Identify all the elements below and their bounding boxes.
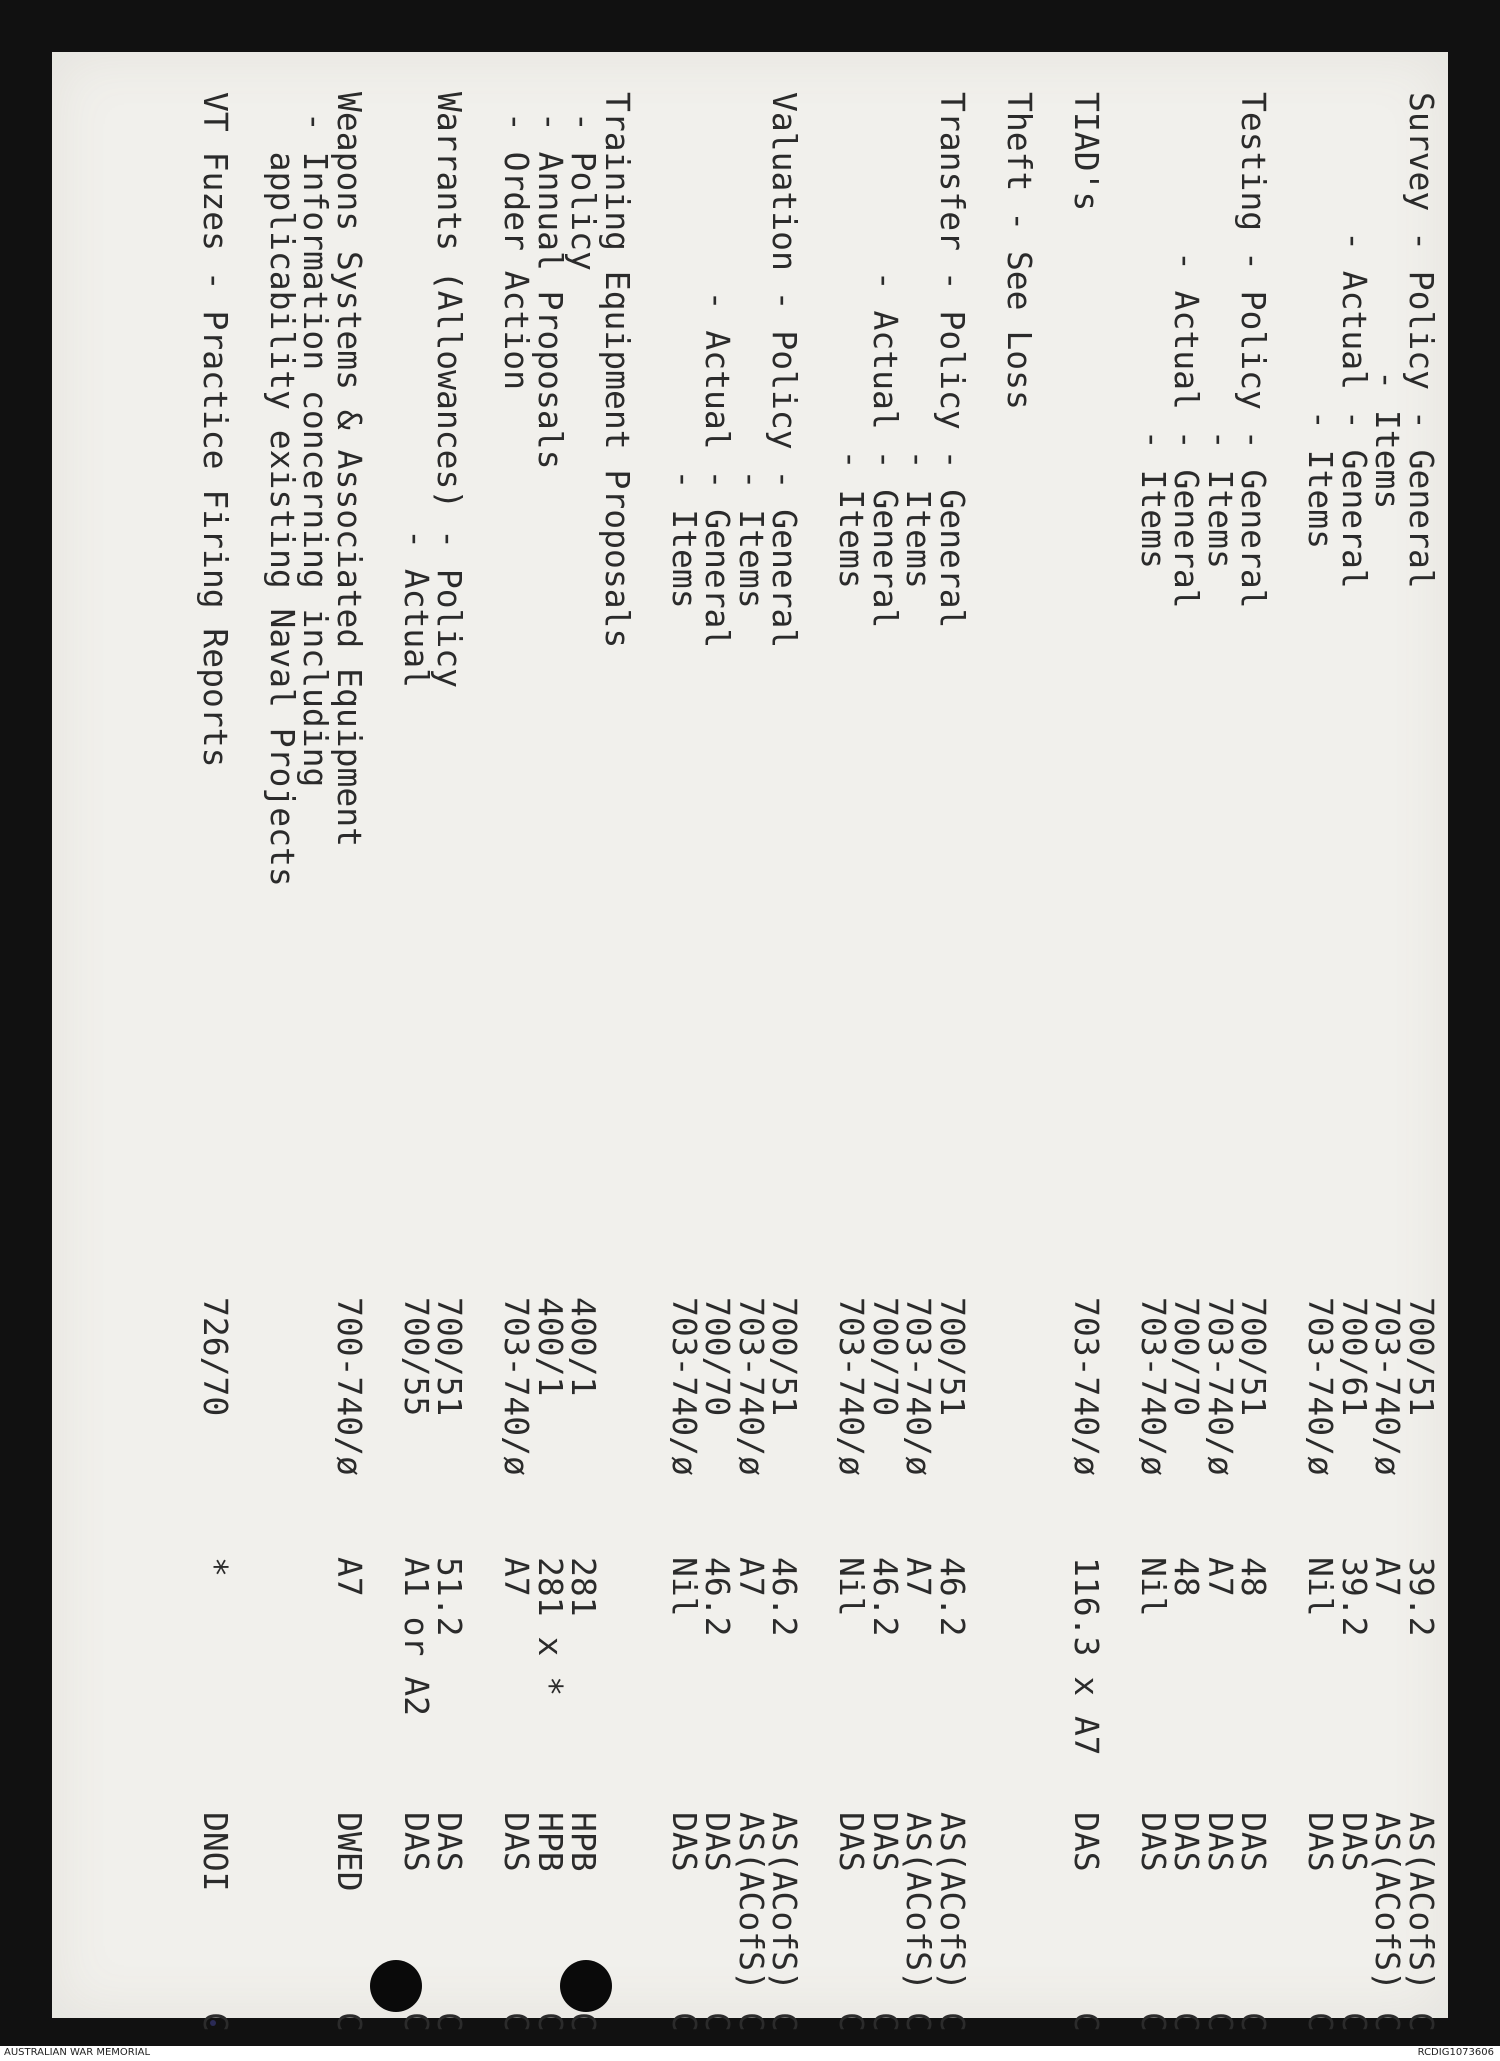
entry-reference: A7 bbox=[899, 1557, 939, 1597]
entry-subject: - Policy bbox=[564, 92, 604, 271]
entry-subject: - Items bbox=[732, 92, 771, 609]
entry-reference: A7 bbox=[497, 1557, 537, 1597]
entry-file-number: 703-740/ø bbox=[1067, 1297, 1106, 1476]
entry-file-number: 703-740/ø bbox=[1368, 1297, 1408, 1476]
entry-subject: Valuation - Policy - General bbox=[765, 92, 805, 649]
entry-file-number: 700/61 bbox=[1335, 1297, 1374, 1417]
entry-authority: DAS bbox=[698, 1812, 738, 1872]
table-row bbox=[263, 52, 301, 2052]
entry-authority: DAS bbox=[665, 1812, 704, 1872]
table-row bbox=[1268, 52, 1306, 2052]
entry-authority: DAS bbox=[1201, 1812, 1240, 1872]
entry-authority: AS(ACofS) bbox=[732, 1812, 771, 1991]
entry-file-number: 703-740/ø bbox=[665, 1297, 704, 1476]
entry-authority: DAS bbox=[1134, 1812, 1173, 1872]
entry-file-number: 700/51 bbox=[430, 1297, 470, 1417]
entry-reference: * bbox=[196, 1557, 235, 1577]
entry-subject: - Annual Proposals bbox=[531, 92, 570, 470]
table-row bbox=[565, 52, 603, 2052]
entry-authority: HPB bbox=[531, 1812, 570, 1872]
entry-classification: C bbox=[397, 2012, 436, 2032]
archive-name: AUSTRALIAN WAR MEMORIAL bbox=[4, 2047, 151, 2058]
entry-file-number: 400/1 bbox=[564, 1297, 604, 1397]
entry-file-number: 700/70 bbox=[1167, 1297, 1207, 1417]
entry-subject: Transfer - Policy - General bbox=[933, 92, 972, 629]
entry-subject: applicability existing Naval Projects bbox=[263, 92, 302, 887]
table-row bbox=[1402, 52, 1440, 2052]
entry-classification: C bbox=[1167, 2012, 1207, 2032]
entry-classification: C bbox=[698, 2012, 738, 2032]
entry-file-number: 726/70 bbox=[196, 1297, 235, 1417]
table-row bbox=[866, 52, 904, 2052]
entry-authority: AS(ACofS) bbox=[899, 1812, 939, 1991]
entry-authority: DAS bbox=[832, 1812, 872, 1872]
entry-reference: 39.2 bbox=[1402, 1557, 1441, 1637]
table-row bbox=[900, 52, 938, 2052]
table-row bbox=[1335, 52, 1373, 2052]
entry-reference: 116.3 x A7 bbox=[1067, 1557, 1106, 1756]
entry-file-number: 703-740/ø bbox=[497, 1297, 537, 1476]
entry-file-number: 703-740/ø bbox=[732, 1297, 771, 1476]
entry-file-number: 700/55 bbox=[397, 1297, 436, 1417]
table-row bbox=[1369, 52, 1407, 2052]
entry-file-number: 703-740/ø bbox=[1134, 1297, 1173, 1476]
entry-reference: A7 bbox=[1368, 1557, 1408, 1597]
table-row bbox=[230, 52, 268, 2052]
entry-classification: C bbox=[765, 2012, 805, 2032]
entry-reference: A7 bbox=[732, 1557, 771, 1597]
entry-authority: AS(ACofS) bbox=[765, 1812, 805, 1991]
entry-authority: DAS bbox=[866, 1812, 905, 1872]
entry-subject: Testing - Policy - General bbox=[1234, 92, 1274, 609]
archive-reference: RCDIG1073606 bbox=[1417, 2047, 1494, 2058]
entry-reference: 46.2 bbox=[698, 1557, 738, 1637]
entry-subject: - Items bbox=[1301, 92, 1341, 549]
entry-classification: C bbox=[430, 2012, 470, 2032]
entry-subject: - Items bbox=[899, 92, 939, 589]
entry-authority: DWED bbox=[330, 1812, 369, 1892]
entry-authority: AS(ACofS) bbox=[1402, 1812, 1441, 1991]
entry-classification: C bbox=[899, 2012, 939, 2032]
entry-reference: 51.2 bbox=[430, 1557, 470, 1637]
entry-classification: C bbox=[1368, 2012, 1408, 2032]
entry-reference: 281 x * bbox=[531, 1557, 570, 1697]
entry-subject: - Items bbox=[1368, 92, 1408, 510]
entry-reference: 39.2 bbox=[1335, 1557, 1374, 1637]
entry-authority: DAS bbox=[397, 1812, 436, 1872]
entry-subject: Weapons Systems & Associated Equipment bbox=[330, 92, 369, 847]
entry-reference: Nil bbox=[1301, 1557, 1341, 1617]
entry-reference: 281 bbox=[564, 1557, 604, 1617]
entry-classification: C bbox=[330, 2012, 369, 2032]
archive-footer bbox=[0, 2046, 1500, 2061]
entry-subject: - Items bbox=[1201, 92, 1240, 569]
table-row bbox=[632, 52, 670, 2052]
entry-classification: C bbox=[1134, 2012, 1173, 2032]
table-row bbox=[1000, 52, 1038, 2052]
entry-file-number: 400/1 bbox=[531, 1297, 570, 1397]
entry-classification: C bbox=[1402, 2012, 1441, 2032]
entry-reference: 46.2 bbox=[866, 1557, 905, 1637]
entry-reference: A7 bbox=[330, 1557, 369, 1597]
entry-authority: DAS bbox=[1234, 1812, 1274, 1872]
entry-authority: DAS bbox=[430, 1812, 470, 1872]
table-row bbox=[431, 52, 469, 2052]
entry-subject: Theft - See Loss bbox=[1000, 92, 1039, 410]
table-row bbox=[330, 52, 368, 2052]
entry-classification: C bbox=[832, 2012, 872, 2032]
entry-classification: C bbox=[1201, 2012, 1240, 2032]
entry-classification: C bbox=[933, 2012, 972, 2032]
entry-file-number: 700/51 bbox=[933, 1297, 972, 1417]
entry-file-number: 703-740/ø bbox=[1201, 1297, 1240, 1476]
table-row bbox=[699, 52, 737, 2052]
entry-authority: DAS bbox=[1167, 1812, 1207, 1872]
typed-index-table bbox=[52, 52, 1448, 2052]
entry-authority: DAS bbox=[497, 1812, 537, 1872]
table-row bbox=[464, 52, 502, 2052]
entry-reference: 46.2 bbox=[765, 1557, 805, 1637]
table-row bbox=[933, 52, 971, 2052]
entry-file-number: 700/70 bbox=[866, 1297, 905, 1417]
entry-reference: Nil bbox=[665, 1557, 704, 1617]
entry-subject: Training Equipment Proposals bbox=[598, 92, 637, 649]
entry-file-number: 700/51 bbox=[765, 1297, 805, 1417]
entry-file-number: 703-740/ø bbox=[1301, 1297, 1341, 1476]
entry-file-number: 703-740/ø bbox=[899, 1297, 939, 1476]
entry-file-number: 700/51 bbox=[1402, 1297, 1441, 1417]
entry-subject: - Actual bbox=[397, 92, 436, 689]
entry-subject: VT Fuzes - Practice Firing Reports bbox=[196, 92, 235, 768]
entry-reference: Nil bbox=[1134, 1557, 1173, 1617]
table-row bbox=[766, 52, 804, 2052]
document-page bbox=[52, 52, 1448, 2032]
entry-file-number: 700/70 bbox=[698, 1297, 738, 1417]
entry-classification: C bbox=[1335, 2012, 1374, 2032]
entry-classification: C bbox=[1067, 2012, 1106, 2032]
table-row bbox=[1034, 52, 1072, 2052]
table-row bbox=[196, 52, 234, 2052]
entry-file-number: 700/51 bbox=[1234, 1297, 1274, 1417]
table-row bbox=[297, 52, 335, 2052]
entry-authority: AS(ACofS) bbox=[933, 1812, 972, 1991]
entry-classification: C bbox=[1301, 2012, 1341, 2032]
table-row bbox=[833, 52, 871, 2052]
entry-subject: TIAD's bbox=[1067, 92, 1106, 212]
entry-authority: DAS bbox=[1301, 1812, 1341, 1872]
entry-classification: C bbox=[732, 2012, 771, 2032]
table-row bbox=[1067, 52, 1105, 2052]
entry-classification: C bbox=[665, 2012, 704, 2032]
entry-subject: Warrants (Allowances) - Policy bbox=[430, 92, 470, 689]
entry-authority: AS(ACofS) bbox=[1368, 1812, 1408, 1991]
entry-subject: - Order Action bbox=[497, 92, 537, 391]
entry-authority: DAS bbox=[1067, 1812, 1106, 1872]
table-row bbox=[1134, 52, 1172, 2052]
entry-file-number: 703-740/ø bbox=[832, 1297, 872, 1476]
table-row bbox=[1201, 52, 1239, 2052]
entry-reference: A1 or A2 bbox=[397, 1557, 436, 1716]
table-row bbox=[498, 52, 536, 2052]
entry-reference: 46.2 bbox=[933, 1557, 972, 1637]
entry-subject: - Items bbox=[665, 92, 704, 609]
entry-classification: C bbox=[1234, 2012, 1274, 2032]
table-row bbox=[799, 52, 837, 2052]
table-row bbox=[1101, 52, 1139, 2052]
entry-authority: HPB bbox=[564, 1812, 604, 1872]
table-row bbox=[598, 52, 636, 2052]
entry-subject: - Actual - General bbox=[866, 92, 905, 629]
entry-classification: C bbox=[564, 2012, 604, 2032]
table-row bbox=[1302, 52, 1340, 2052]
entry-authority: DNOI bbox=[196, 1812, 235, 1892]
table-row bbox=[1168, 52, 1206, 2052]
entry-reference: 48 bbox=[1234, 1557, 1274, 1597]
entry-subject: - Actual - General bbox=[1335, 92, 1374, 589]
table-row bbox=[665, 52, 703, 2052]
table-row bbox=[364, 52, 402, 2052]
entry-subject: - Items bbox=[832, 92, 872, 589]
entry-reference: 48 bbox=[1167, 1557, 1207, 1597]
entry-reference: A7 bbox=[1201, 1557, 1240, 1597]
entry-subject: - Items bbox=[1134, 92, 1173, 569]
entry-subject: - Actual - General bbox=[698, 92, 738, 649]
entry-classification: C bbox=[497, 2012, 537, 2032]
table-row bbox=[531, 52, 569, 2052]
entry-file-number: 700-740/ø bbox=[330, 1297, 369, 1476]
entry-subject: Survey - Policy - General bbox=[1402, 92, 1441, 589]
entry-classification: C bbox=[196, 2012, 235, 2032]
entry-subject: - Actual - General bbox=[1167, 92, 1207, 609]
entry-classification: C bbox=[531, 2012, 570, 2032]
entry-subject: - Information concerning including bbox=[296, 92, 336, 788]
entry-reference: Nil bbox=[832, 1557, 872, 1617]
table-row bbox=[967, 52, 1005, 2052]
table-row bbox=[732, 52, 770, 2052]
table-row bbox=[1235, 52, 1273, 2052]
table-row bbox=[397, 52, 435, 2052]
entry-classification: C bbox=[866, 2012, 905, 2032]
entry-authority: DAS bbox=[1335, 1812, 1374, 1872]
